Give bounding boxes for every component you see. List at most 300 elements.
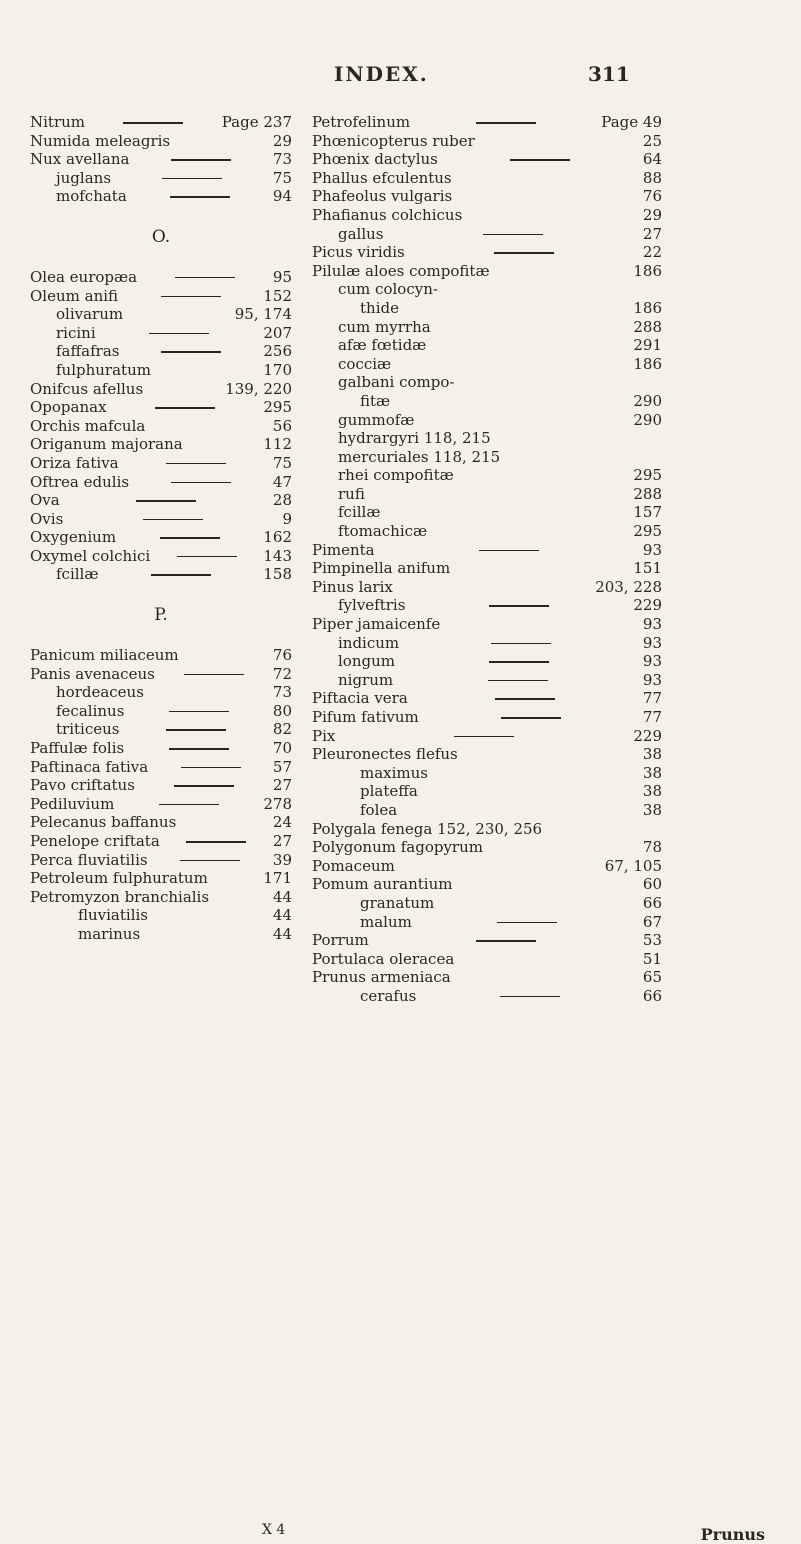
index-entry [312,820,662,839]
entry-pages: 44 [272,887,292,906]
entry-term: Penelope criftata [30,832,160,850]
entry-pages: 67 [642,912,662,931]
entry-term: cerafus [360,986,417,1005]
leader-rule [500,996,560,998]
entry-term: Polygala fenega 152, 230, 256 [312,819,543,838]
index-entry [312,838,662,857]
page-header [0,62,801,92]
entry-pages: 139, 220 [225,379,292,398]
entry-pages: 290 [633,391,662,410]
entry-term: Piftacia vera [312,689,408,708]
leader-rule [149,333,209,335]
leader-rule [136,500,196,502]
index-entry [30,702,292,721]
index-entry [312,318,662,337]
leader-rule [155,407,215,409]
entry-pages: 75 [272,453,292,472]
entry-term: Onifcus afellus [30,379,144,398]
entry-term: fylveftris [338,596,406,615]
entry-pages: 57 [272,757,292,776]
entry-pages: 186 [633,298,662,317]
leader-rule [166,729,226,731]
index-entry [312,113,662,132]
entry-term: Pinus larix [312,577,393,596]
entry-pages: 278 [263,794,292,813]
index-entry [30,906,292,925]
entry-term: Oftrea edulis [30,472,130,491]
index-entry [312,299,662,318]
index-entry [30,720,292,739]
leader-rule [166,463,226,465]
index-entry [30,683,292,702]
index-entry [312,466,662,485]
index-entry [30,739,292,758]
index-entry [312,541,662,560]
leader-rule [510,159,570,161]
index-entry [30,435,292,454]
entry-pages: 288 [633,317,662,336]
entry-pages: 157 [633,503,662,522]
entry-term: Pomum aurantium [312,875,453,894]
leader-rule [494,252,554,254]
index-entry [312,522,662,541]
index-entry [312,875,662,894]
entry-term: Petroleum fulphuratum [30,869,208,888]
leader-rule [175,277,235,279]
entry-pages: 25 [642,131,662,150]
entry-term: Pimenta [312,540,375,559]
index-entry [30,398,292,417]
index-entry [312,355,662,374]
entry-term: fluviatilis [78,906,148,925]
leader-rule [169,748,229,750]
entry-term: Origanum majorana [30,435,183,454]
entry-pages: 229 [633,596,662,615]
entry-term: ricini [56,323,96,342]
leader-rule [489,605,549,607]
entry-pages: 151 [633,559,662,578]
entry-term: triticeus [56,720,120,739]
index-entry [312,262,662,281]
entry-pages: 76 [642,187,662,206]
entry-pages: 28 [272,491,292,510]
index-entry [30,758,292,777]
entry-pages: 80 [272,701,292,720]
entry-term: Panis avenaceus [30,664,155,683]
entry-term: Olea europæa [30,267,138,286]
entry-term: Petromyzon branchialis [30,887,210,906]
entry-pages: 93 [642,670,662,689]
entry-term: fcillæ [338,503,381,522]
entry-pages: 94 [272,187,292,206]
entry-term: Polygonum fagopyrum [312,838,483,857]
entry-term: Piper jamaicenfe [312,615,441,634]
index-entry [30,150,292,169]
entry-pages: 93 [642,633,662,652]
index-entry [312,615,662,634]
index-entry [312,596,662,615]
entry-term: ftomachicæ [338,522,428,541]
entry-term: nigrum [338,670,394,689]
leader-rule [454,736,514,738]
section-letter: O. [151,226,171,247]
entry-term: fulphuratum [56,360,151,379]
leader-rule [184,674,244,676]
entry-term: Phœnix dactylus [312,150,438,169]
entry-pages: 143 [263,546,292,565]
entry-term: thide [360,298,399,317]
index-entry [312,392,662,411]
index-entry [312,132,662,151]
signature-mark: X 4 [262,1522,286,1538]
index-entry [30,342,292,361]
leader-rule [171,482,231,484]
index-entry [312,950,662,969]
leader-rule [161,296,221,298]
entry-term: maximus [360,763,429,782]
entry-pages: 51 [642,949,662,968]
entry-term: Phafeolus vulgaris [312,187,453,206]
index-entry [312,559,662,578]
entry-term: Porrum [312,931,369,950]
entry-term: Ova [30,491,60,510]
entry-term: fcillæ [56,565,99,584]
index-entry [30,646,292,665]
entry-pages: 77 [642,708,662,726]
index-entry [30,491,292,510]
entry-term: folea [360,800,398,819]
index-entry [312,745,662,764]
entry-pages: 207 [263,323,292,342]
entry-pages: 158 [263,565,292,584]
entry-pages: 93 [642,540,662,559]
index-entry [30,113,292,132]
leader-rule [161,351,221,353]
entry-pages: 73 [272,150,292,169]
entry-pages: 72 [272,664,292,683]
index-entry [312,968,662,987]
leader-rule [143,519,203,521]
entry-pages: 290 [633,410,662,429]
entry-pages: 295 [633,522,662,541]
leader-rule [174,785,234,787]
entry-pages: 170 [263,360,292,379]
entry-term: longum [338,652,395,671]
index-entry [312,764,662,783]
entry-term: Pimpinella anifum [312,559,451,578]
index-entry [30,473,292,492]
entry-term: Pleuronectes flefus [312,745,458,764]
index-entry [30,510,292,529]
entry-term: plateffa [360,782,418,801]
leader-rule [170,196,230,198]
entry-term: Prunus armeniaca [312,968,451,987]
entry-pages: Page 237 [221,113,292,131]
index-entry [30,361,292,380]
entry-term: Oxymel colchici [30,546,151,565]
entry-pages: 70 [272,739,292,758]
entry-term: Nitrum [30,113,86,131]
entry-pages: 29 [272,131,292,150]
entry-pages: 186 [633,354,662,373]
entry-term: Numida meleagris [30,131,171,150]
entry-pages: 288 [633,484,662,503]
index-entry [30,665,292,684]
entry-term: cum myrrha [338,317,431,336]
leader-rule [491,643,551,645]
leader-rule [489,661,549,663]
index-entry [312,894,662,913]
entry-pages: 171 [263,869,292,888]
entry-pages: 44 [272,906,292,925]
entry-pages: 66 [642,986,662,1005]
left-index-column [30,113,292,944]
leader-rule [476,940,536,942]
index-entry [312,411,662,430]
index-entry [312,429,662,448]
entry-term: Ovis [30,509,64,528]
leader-rule [501,717,561,719]
index-entry [30,776,292,795]
entry-pages: 75 [272,168,292,187]
leader-rule [479,550,539,552]
index-entry [30,813,292,832]
entry-pages: 38 [642,782,662,801]
entry-pages: 73 [272,683,292,702]
entry-term: Paftinaca fativa [30,757,149,776]
entry-pages: 38 [642,745,662,764]
index-entry [312,689,662,708]
entry-pages: 162 [263,528,292,547]
entry-term: Pix [312,726,336,745]
entry-pages: 152 [263,286,292,305]
entry-term: Oriza fativa [30,453,119,472]
entry-pages: 24 [272,813,292,832]
entry-term: olivarum [56,305,124,324]
entry-term: afæ fœtidæ [338,336,427,355]
index-entry [312,987,662,1006]
entry-pages: 39 [272,850,292,869]
catchword: Prunus [700,1525,765,1544]
leader-rule [476,122,536,124]
section-letter: P. [154,605,168,626]
entry-term: Orchis mafcula [30,416,146,435]
leader-rule [495,698,555,700]
entry-pages: 229 [633,726,662,745]
entry-pages: 93 [642,652,662,671]
entry-pages: 186 [633,261,662,280]
index-entry [312,225,662,244]
index-entry [30,925,292,944]
entry-term: marinus [78,924,141,943]
index-heading: INDEX. [334,62,429,86]
entry-term: gummofæ [338,410,415,429]
leader-rule [160,537,220,539]
entry-pages: 93 [642,615,662,634]
entry-term: Paffulæ folis [30,739,125,758]
index-entry [312,727,662,746]
entry-pages: 27 [272,776,292,795]
entry-term: Pomaceum [312,856,395,875]
entry-term: hydrargyri 118, 215 [338,429,491,448]
entry-term: gallus [338,224,384,243]
entry-pages: 256 [263,342,292,361]
index-entry [30,795,292,814]
index-entry [30,417,292,436]
index-entry [30,528,292,547]
index-entry [312,187,662,206]
index-entry [30,454,292,473]
entry-pages: 64 [642,150,662,169]
page-number: 311 [588,62,630,86]
entry-term: cocciæ [338,354,392,373]
entry-pages: 60 [642,875,662,894]
leader-rule [159,804,219,806]
entry-pages: 112 [263,435,292,454]
entry-term: Petrofelinum [312,113,411,131]
entry-pages: Page 49 [601,113,662,131]
entry-term: cum colocyn- [338,280,438,299]
index-entry [312,243,662,262]
entry-pages: 9 [282,509,292,528]
entry-term: granatum [360,893,435,912]
index-entry [312,448,662,467]
leader-rule [186,841,246,843]
entry-term: Picus viridis [312,243,405,262]
index-entry [30,380,292,399]
entry-pages: 95, 174 [234,305,292,324]
entry-term: rhei compofitæ [338,466,454,485]
entry-pages: 65 [642,968,662,987]
entry-term: mofchata [56,187,127,206]
entry-pages: 67, 105 [604,856,662,875]
entry-term: mercuriales 118, 215 [338,447,501,466]
index-entry [312,931,662,950]
entry-pages: 29 [642,205,662,224]
entry-term: Oleum anifi [30,286,119,305]
entry-pages: 47 [272,472,292,491]
entry-term: galbani compo- [338,373,455,392]
entry-pages: 27 [642,224,662,243]
index-entry [312,578,662,597]
entry-term: faffafras [56,342,120,361]
entry-term: Portulaca oleracea [312,949,455,968]
leader-rule [162,178,222,180]
index-entry [30,305,292,324]
index-entry [30,565,292,584]
entry-term: Opopanax [30,398,107,417]
entry-pages: 27 [272,832,292,850]
leader-rule [181,767,241,769]
leader-rule [171,159,231,161]
index-entry [30,324,292,343]
entry-pages: 66 [642,893,662,912]
index-entry [312,857,662,876]
index-entry [30,832,292,851]
leader-rule [123,122,183,124]
entry-term: rufi [338,484,365,503]
entry-term: fitæ [360,391,391,410]
entry-term: Pavo criftatus [30,776,135,795]
index-entry [30,169,292,188]
index-entry [312,503,662,522]
index-entry [30,888,292,907]
leader-rule [180,860,240,862]
entry-pages: 88 [642,168,662,187]
entry-pages: 53 [642,931,662,950]
index-entry [312,708,662,727]
entry-term: juglans [56,168,112,187]
entry-pages: 291 [633,336,662,355]
entry-term: Nux avellana [30,150,130,169]
index-entry [30,547,292,566]
entry-term: Pediluvium [30,794,115,813]
index-entry [30,187,292,206]
index-entry [312,801,662,820]
index-entry [312,206,662,225]
index-entry [30,851,292,870]
entry-pages: 203, 228 [595,577,662,596]
entry-term: Pifum fativum [312,708,419,726]
index-entry [312,336,662,355]
index-entry [312,634,662,653]
index-entry [30,268,292,287]
index-entry [312,782,662,801]
leader-rule [151,574,211,576]
leader-rule [488,680,548,682]
index-entry [30,287,292,306]
entry-term: Phafianus colchicus [312,205,463,224]
entry-term: Oxygenium [30,528,117,547]
entry-term: Phœnicopterus ruber [312,131,475,150]
index-entry [312,280,662,299]
index-entry [312,373,662,392]
entry-pages: 22 [642,243,662,262]
entry-pages: 295 [263,398,292,417]
index-entry [312,169,662,188]
entry-term: Phallus efculentus [312,168,452,187]
index-entry [312,150,662,169]
index-entry [30,132,292,151]
entry-pages: 95 [272,267,292,286]
entry-pages: 295 [633,466,662,485]
entry-term: Perca fluviatilis [30,850,148,869]
entry-term: malum [360,912,412,931]
entry-pages: 38 [642,800,662,819]
index-entry [312,913,662,932]
leader-rule [497,922,557,924]
leader-rule [177,556,237,558]
entry-term: fecalinus [56,701,125,720]
leader-rule [483,234,543,236]
entry-term: Pelecanus baffanus [30,813,177,832]
index-entry [312,671,662,690]
entry-pages: 76 [272,646,292,665]
right-index-column [312,113,662,1006]
entry-pages: 82 [272,720,292,739]
leader-rule [169,711,229,713]
entry-pages: 78 [642,838,662,857]
index-entry [312,652,662,671]
entry-term: Panicum miliaceum [30,646,179,665]
entry-pages: 77 [642,689,662,708]
index-entry [30,869,292,888]
index-entry [312,485,662,504]
entry-term: hordeaceus [56,683,144,702]
entry-pages: 56 [272,416,292,435]
entry-term: Pilulæ aloes compofitæ [312,261,490,280]
entry-pages: 44 [272,924,292,943]
